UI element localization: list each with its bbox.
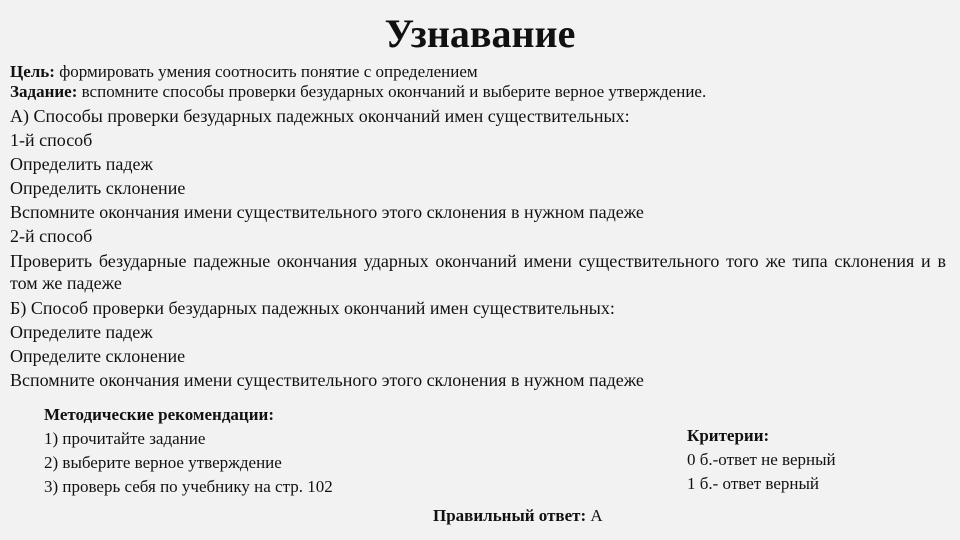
answer-line: [433, 504, 603, 528]
answer-value: А: [586, 506, 603, 525]
slide-title: Узнавание: [384, 11, 576, 56]
text-line: Б) Способ проверки безударных падежных окончаний имен существительных:: [10, 298, 615, 318]
text-line: 2-й способ: [10, 226, 93, 246]
recommendation-item: 3) проверь себя по учебнику на стр. 102: [44, 477, 333, 496]
recommendation-item: 1) прочитайте задание: [44, 429, 206, 448]
recommendation-item: 2) выберите верное утверждение: [44, 453, 282, 472]
text-line: 1-й способ: [10, 130, 93, 150]
goal-text: формировать умения соотносить понятие с определением: [54, 62, 478, 81]
text-line: Определить склонение: [10, 178, 186, 198]
criteria-block: [687, 424, 836, 496]
recommendations-block: [44, 403, 333, 499]
text-line: Вспомните окончания имени существительного этого склонения в нужном падеже: [10, 202, 644, 222]
text-line: Вспомните окончания имени существительного этого склонения в нужном падеже: [10, 370, 644, 390]
task-label: Задание:: [10, 82, 78, 101]
justified-paragraph: Проверить безударные падежные окончания ударных окончаний имени существительного того же типа склонения и в том же падеже: [10, 251, 946, 293]
text-line: А) Способы проверки безударных падежных окончаний имен существительных:: [10, 106, 630, 126]
task-text: вспомните способы проверки безударных окончаний и выберите верное утверждение.: [77, 82, 707, 101]
text-line: Определить падеж: [10, 154, 153, 174]
criteria-item: 1 б.- ответ верный: [687, 474, 820, 493]
goal-line: [10, 62, 478, 82]
recommendations-title: Методические рекомендации:: [44, 405, 274, 424]
answer-label: Правильный ответ:: [433, 506, 587, 525]
criteria-title: Критерии:: [687, 426, 770, 445]
criteria-item: 0 б.-ответ не верный: [687, 450, 836, 469]
text-line: Определите склонение: [10, 346, 186, 366]
goal-label: Цель:: [10, 62, 55, 81]
text-line: Определите падеж: [10, 322, 153, 342]
task-line: [10, 82, 706, 102]
